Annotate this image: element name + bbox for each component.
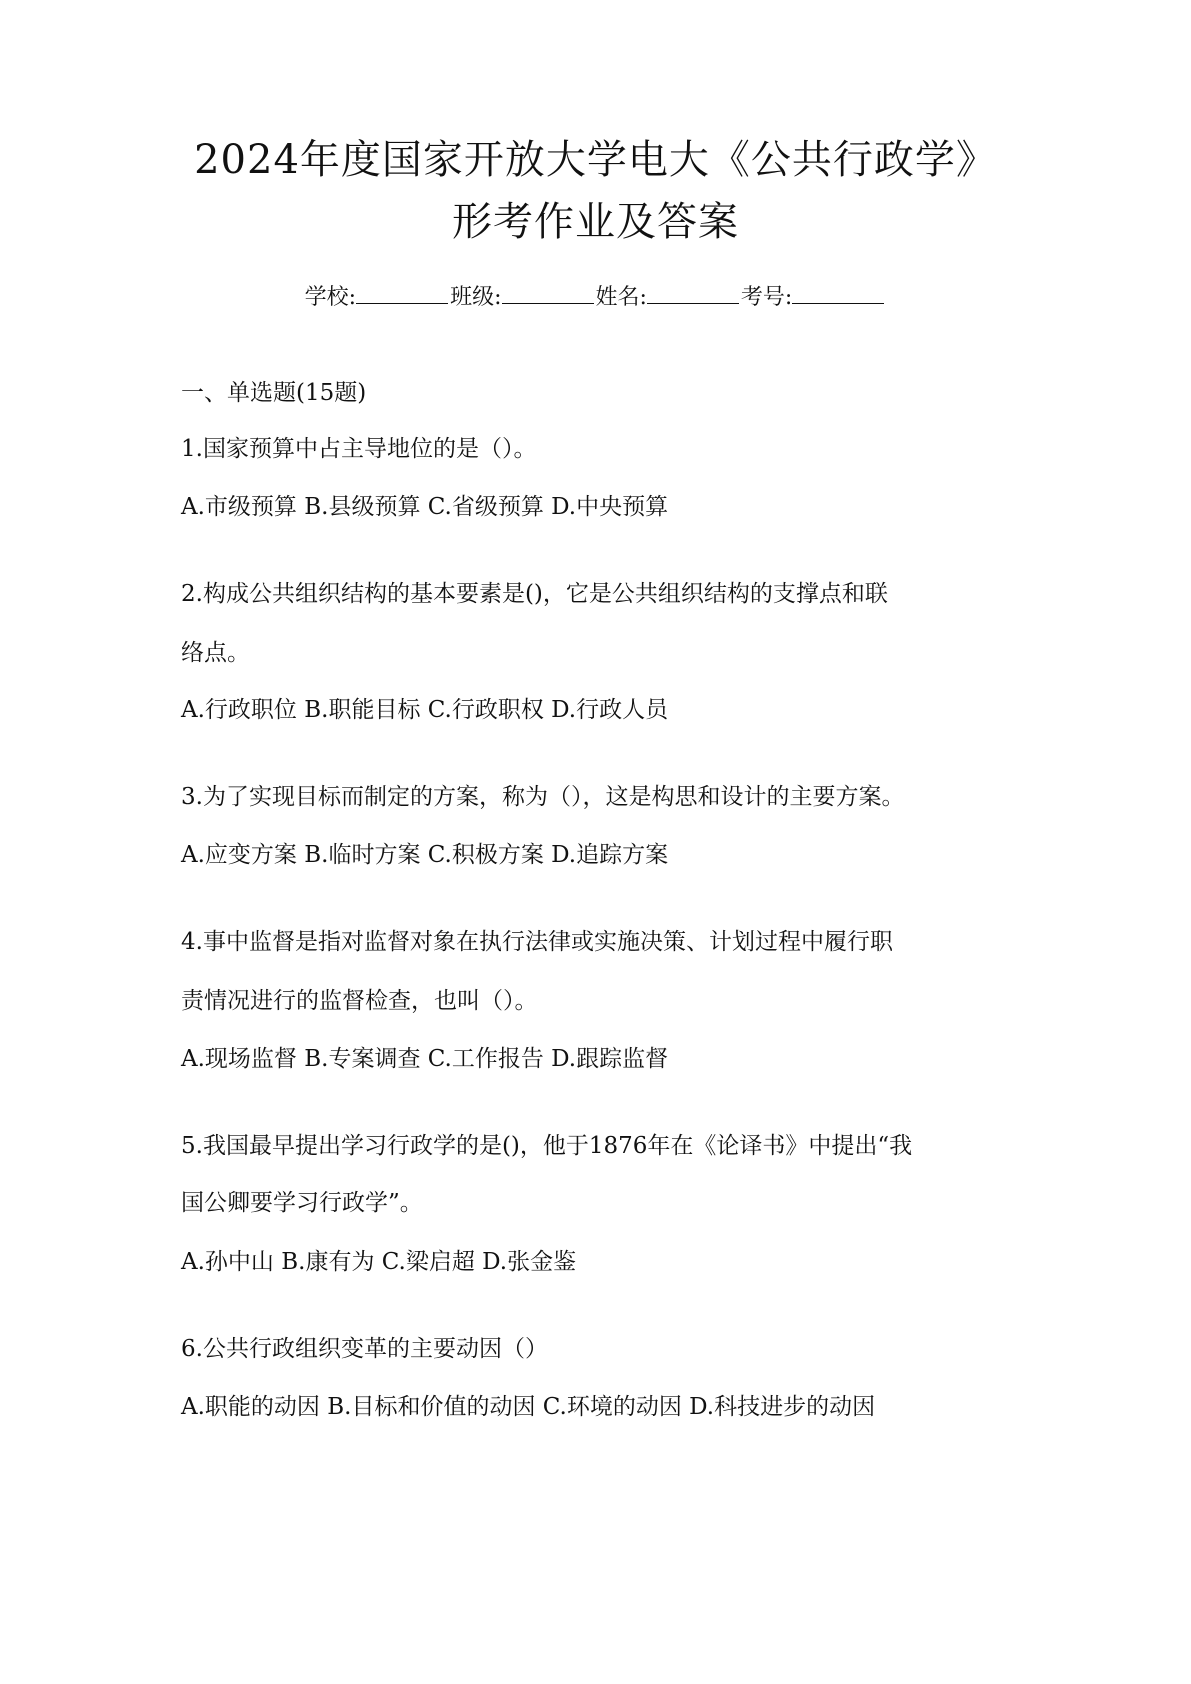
- class-blank: [502, 283, 594, 304]
- class-label: 班级:: [450, 285, 502, 310]
- question-2-text-line-1: 2.构成公共组织结构的基本要素是()，它是公共组织结构的支撑点和联: [181, 581, 888, 607]
- section-heading: 一、单选题(15题): [181, 380, 367, 406]
- exam-number-blank: [792, 283, 884, 304]
- question-6-text: 6.公共行政组织变革的主要动因（）: [181, 1336, 548, 1362]
- question-3-text: 3.为了实现目标而制定的方案，称为（），这是构思和设计的主要方案。: [181, 784, 905, 810]
- name-blank: [647, 283, 739, 304]
- school-blank: [356, 283, 448, 304]
- name-label: 姓名:: [595, 285, 647, 310]
- question-2-options: A.行政职位 B.职能目标 C.行政职权 D.行政人员: [181, 697, 669, 723]
- question-4-text-line-2: 责情况进行的监督检查，也叫（）。: [181, 988, 538, 1014]
- question-6-options: A.职能的动因 B.目标和价值的动因 C.环境的动因 D.科技进步的动因: [181, 1394, 876, 1420]
- question-1-options: A.市级预算 B.县级预算 C.省级预算 D.中央预算: [181, 494, 669, 520]
- question-1-text: 1.国家预算中占主导地位的是（）。: [181, 436, 537, 462]
- student-info-row: [0, 282, 1191, 314]
- question-4-options: A.现场监督 B.专案调查 C.工作报告 D.跟踪监督: [181, 1046, 669, 1072]
- question-2-text-line-2: 络点。: [181, 640, 250, 666]
- question-3-options: A.应变方案 B.临时方案 C.积极方案 D.追踪方案: [181, 842, 669, 868]
- document-title-line-1: 2024年度国家开放大学电大《公共行政学》: [194, 137, 997, 183]
- document-title-line-2: 形考作业及答案: [452, 199, 739, 245]
- question-5-text-line-2: 国公卿要学习行政学”。: [181, 1190, 423, 1216]
- question-4-text-line-1: 4.事中监督是指对监督对象在执行法律或实施决策、计划过程中履行职: [181, 929, 893, 955]
- exam-number-label: 考号:: [740, 285, 793, 310]
- question-5-text-line-1: 5.我国最早提出学习行政学的是()，他于1876年在《论译书》中提出“我: [181, 1133, 913, 1159]
- school-label: 学校:: [304, 285, 357, 310]
- question-5-options: A.孙中山 B.康有为 C.梁启超 D.张金鉴: [181, 1249, 577, 1275]
